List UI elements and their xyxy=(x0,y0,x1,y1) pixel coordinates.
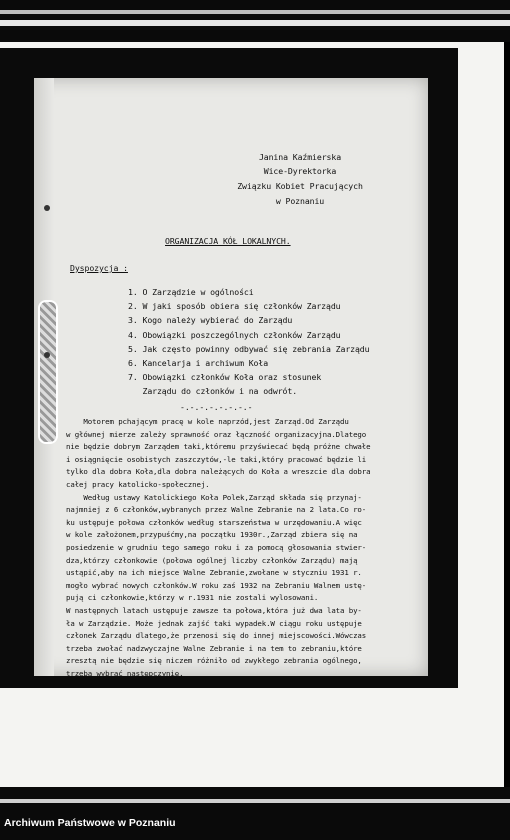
organization-name: Związku Kobiet Pracujących xyxy=(237,181,363,191)
disposition-item: 6. Kancelarja i archiwum Koła xyxy=(128,358,269,369)
disposition-list xyxy=(128,285,369,399)
body-line: mogło wybrać nowych członków.W roku zaś 1932 na Zebraniu Walnem ustę- xyxy=(66,580,367,590)
document-title: ORGANIZACJA KÓŁ LOKALNYCH. xyxy=(165,236,291,246)
body-line: w kole założonem,przypuśćmy,na początku 1930r.,Zarząd zbiera się na xyxy=(66,530,358,540)
body-line: ku ustępuje połowa członków według starszeństwa w urzędowaniu.A więc xyxy=(66,517,362,527)
body-line: W następnych latach ustępuje zawsze ta połowa,która już dwa lata by- xyxy=(66,605,362,615)
disposition-item: 7. Obowiązki członków Koła oraz stosunek xyxy=(128,372,322,383)
body-line: najmniej z 6 członków,wybranych przez Walne Zebranie na 2 lata.Co ro- xyxy=(66,505,367,515)
body-line: Według ustawy Katolickiego Koła Polek,Zarząd składa się przynaj- xyxy=(66,492,362,502)
disposition-item: 2. W jaki sposób obiera się członków Zarządu xyxy=(128,301,341,312)
disposition-item: 1. O Zarządzie w ogólności xyxy=(128,287,254,297)
body-line: ustąpić,aby na ich miejsce Walne Zebranie,zwołane w styczniu 1931 r. xyxy=(66,568,362,578)
disposition-item: Zarządu do członków i na odwrót. xyxy=(128,386,298,397)
body-line: członek Zarządu dlatego,że przenosi się do innej miejscowości.Wówczas xyxy=(66,631,367,641)
body-line: tylko dla dobra Koła,dla dobra należących do Koła a wreszcie dla dobra xyxy=(66,467,371,477)
disposition-item: 5. Jak często powinny odbywać się zebrania Zarządu xyxy=(128,343,370,354)
binding-strip xyxy=(38,300,58,444)
body-line: trzeba wybrać następczynię. xyxy=(66,668,184,678)
disposition-item: 4. Obowiązki poszczególnych członków Zarządu xyxy=(128,329,341,340)
body-line: pują ci członkowie,którzy w r.1931 nie zostali wylosowani. xyxy=(66,593,319,603)
body-line: dza,którzy członkowie (połowa ogólnej liczby członków Zarządu) mają xyxy=(66,555,358,565)
disposition-label: Dyspozycja : xyxy=(70,263,128,273)
top-film-strip xyxy=(0,0,510,42)
body-line: nie będzie dobrym Zarządem taki,któremu przyświecać będą próżne chwałe xyxy=(66,442,371,452)
body-line: Motorem pchającym pracę w kole naprzód,jest Zarząd.Od Zarządu xyxy=(66,417,349,426)
archive-label: Archiwum Państwowe w Poznaniu xyxy=(4,817,176,829)
body-line: ła w Zarządzie. Może jednak zajść taki wypadek.W ciągu roku ustępuje xyxy=(66,618,362,628)
body-line: zresztą nie będzie się niczem różniło od zwykłego zebrania ogólnego, xyxy=(66,656,362,666)
bottom-film-strip xyxy=(0,787,510,840)
section-separator: -.-.-.-.-.-.-.- xyxy=(180,402,253,412)
body-text xyxy=(66,416,370,680)
author-role: Wice-Dyrektorka xyxy=(263,166,337,176)
body-line: w głównej mierze zależy sprawność oraz łączność organizacyjna.Dlatego xyxy=(66,429,367,439)
body-line: całej pracy katolicko-społecznej. xyxy=(66,479,210,489)
punch-hole xyxy=(44,352,50,358)
body-line: posiedzenie w grudniu tego samego roku i za pomocą głosowania stwier- xyxy=(66,542,367,552)
punch-hole xyxy=(44,205,50,211)
body-line: i osiągnięcie osobistych zaszczytów,-le taki,który pracować będzie li xyxy=(66,454,367,464)
body-line: trzeba zwołać nadzwyczajne Walne Zebranie i na tem to zebraniu,które xyxy=(66,643,362,653)
disposition-item: 3. Kogo należy wybierać do Zarządu xyxy=(128,315,293,326)
organization-city: w Poznaniu xyxy=(275,196,325,206)
author-name: Janina Kaźmierska xyxy=(258,152,342,162)
